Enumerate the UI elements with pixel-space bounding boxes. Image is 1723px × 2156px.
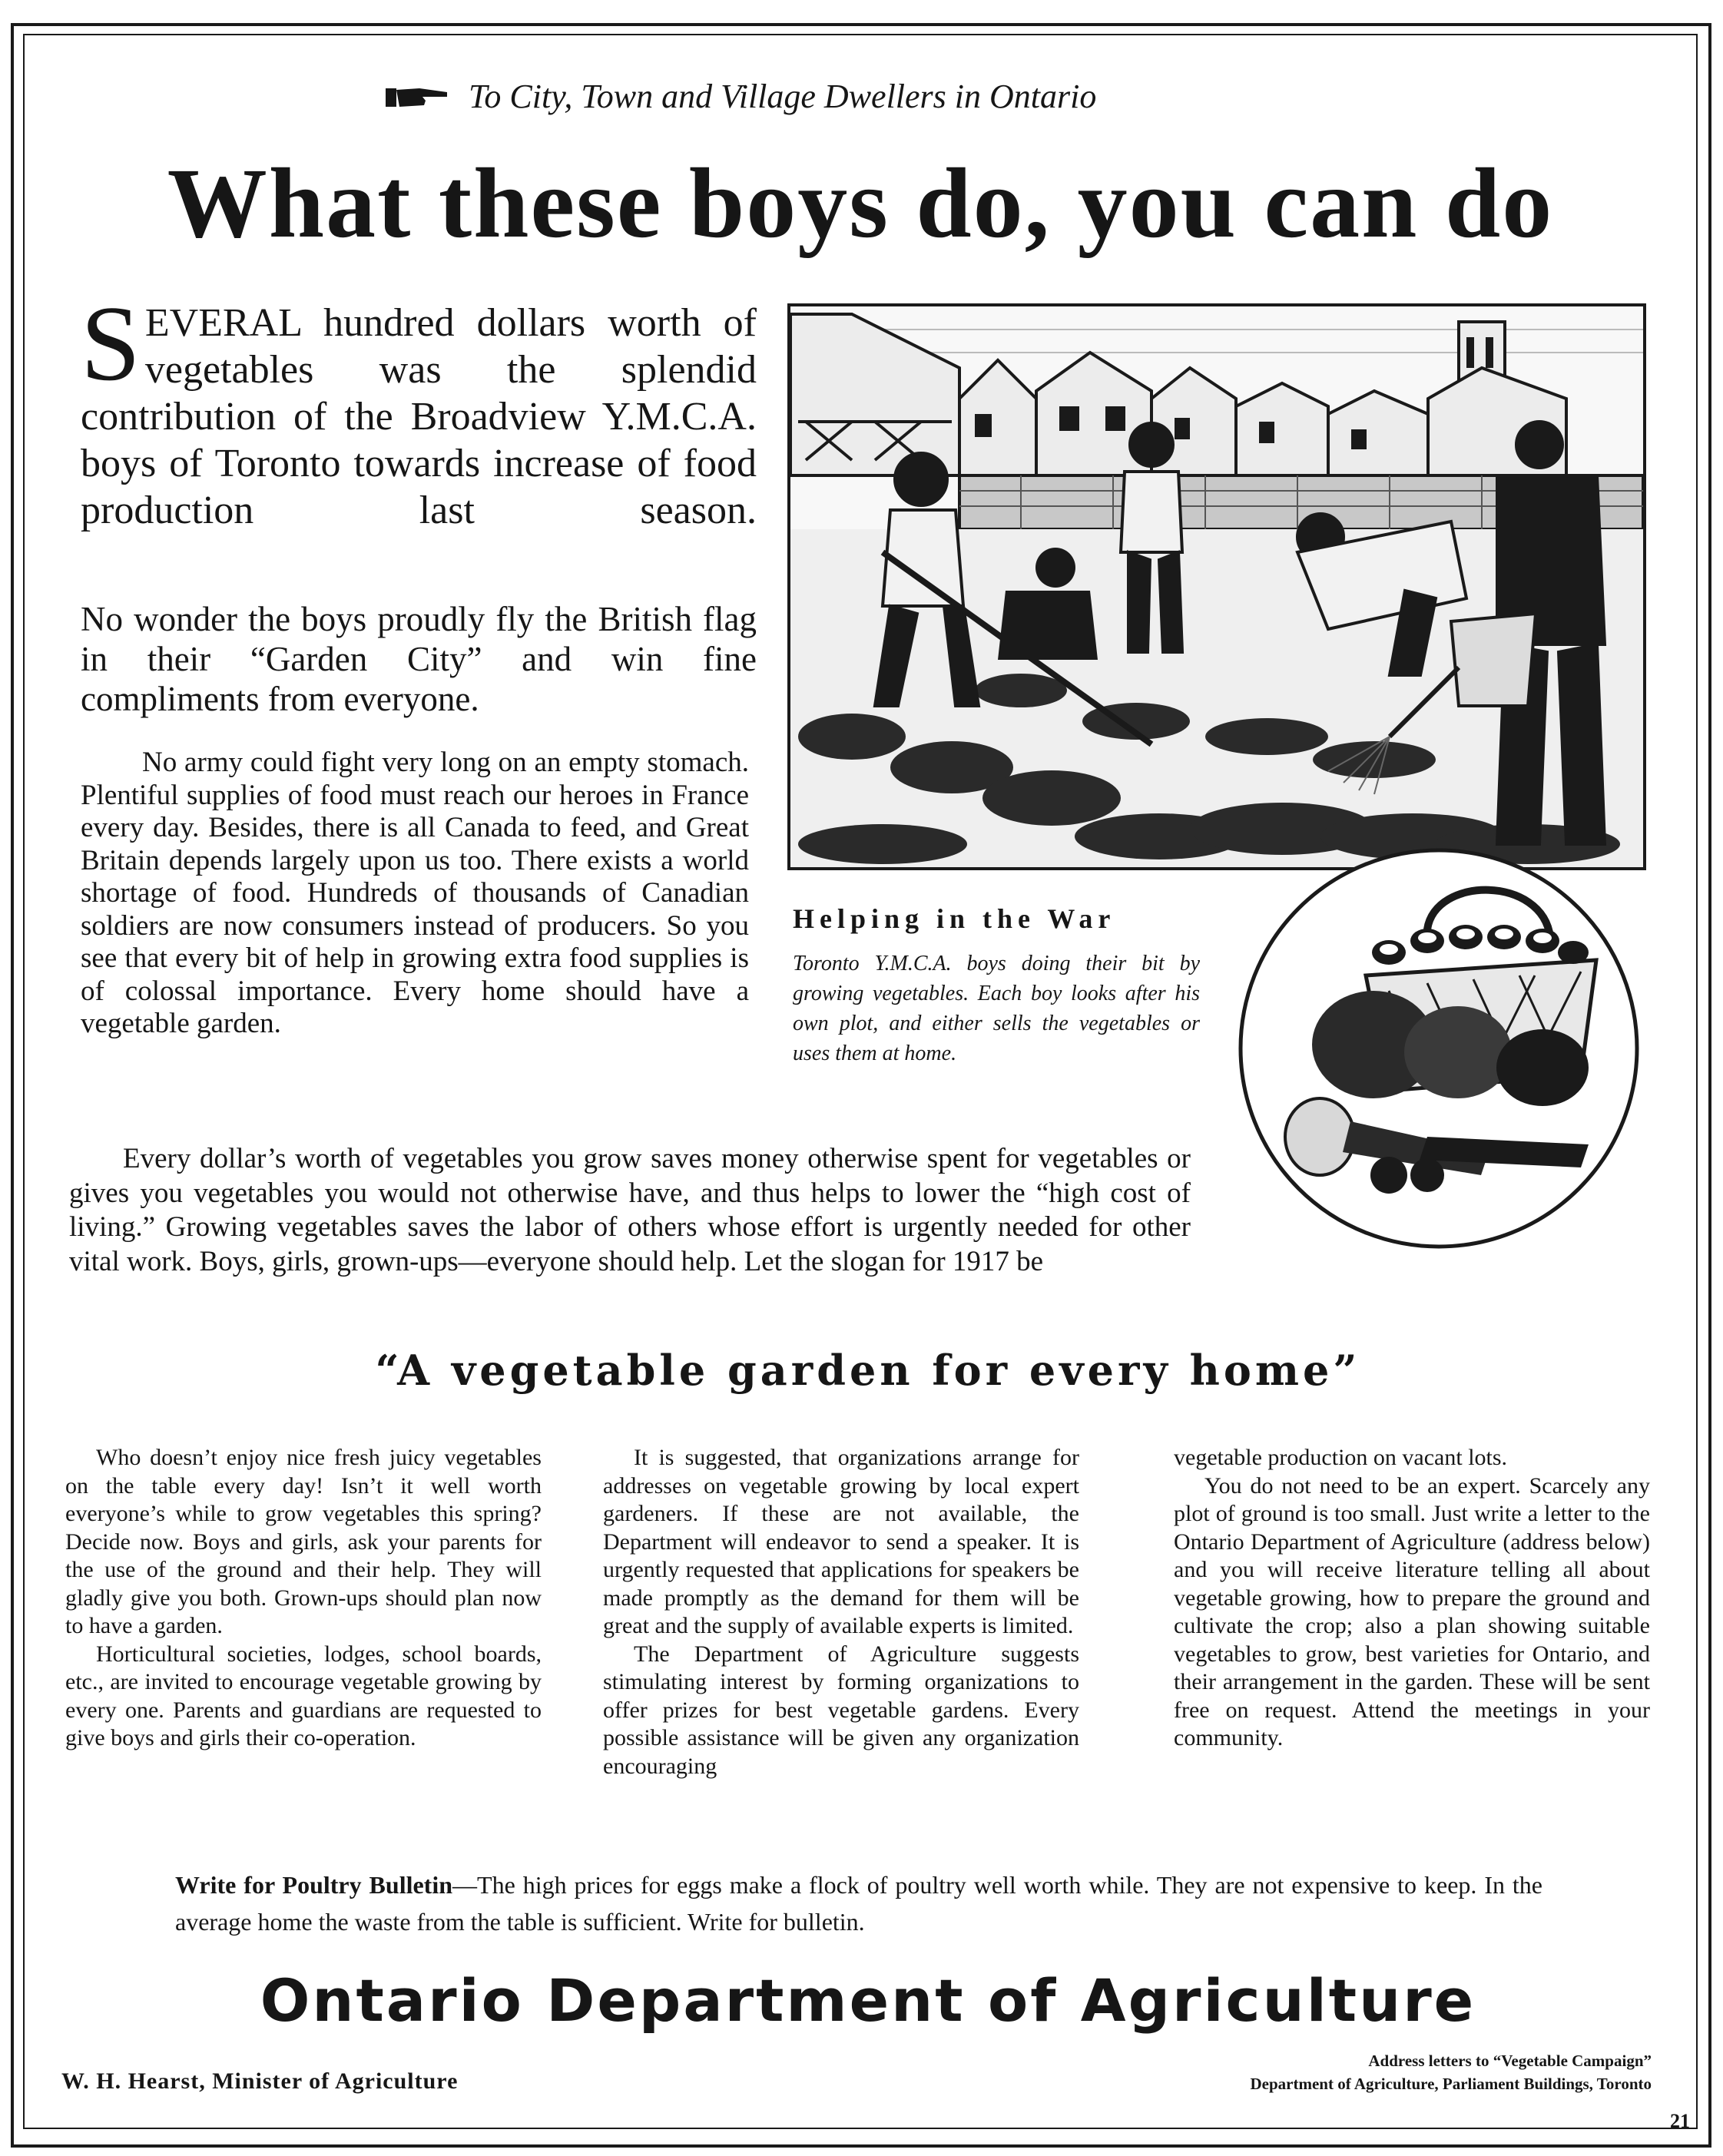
body-paragraph-2 <box>69 1142 1191 1279</box>
body-paragraph-2-text: Every dollar’s worth of vegetables you grow saves money otherwise spent for vegetables or gives you vegetables you would not otherwise have, and thus helps to lower the “high cost of living.” Growing vegetables saves the labor of others whose effort is urgently needed for other vital work. Boys, girls, grown-ups—everyone should help. Let the slogan for 1917 be <box>69 1143 1191 1277</box>
footer-title: Ontario Department of Agriculture <box>260 1966 1476 2035</box>
vegetable-basket-illustration <box>1235 845 1642 1252</box>
column-2 <box>603 1444 1079 1780</box>
column-2-paragraph-1: It is suggested, that organizations arrange for addresses on vegetable growing by local expert gardeners. If these are not available, the Department will endeavor to send a speaker. It is urgently requested that applications for speakers be made promptly as the demand for them will be great and the supply of available experts is limited. <box>603 1445 1079 1638</box>
column-1-paragraph-1: Who doesn’t enjoy nice fresh juicy vegetables on the table every day! Isn’t it well worth everyone’s while to grow vegetables this spring? Decide now. Boys and girls, ask your parents for the use of the ground and their help. They will gladly give you both. Grown-ups should plan now to have a garden. <box>65 1445 542 1638</box>
slogan: “A vegetable garden for every home” <box>375 1346 1361 1395</box>
minister-credit: W. H. Hearst, Minister of Agriculture <box>61 2068 459 2094</box>
topline-text: To City, Town and Village Dwellers in Ontario <box>469 78 1097 115</box>
column-1 <box>65 1444 542 1753</box>
pointing-hand-icon <box>384 82 450 111</box>
poultry-label: Write for Poultry Bulletin <box>175 1871 453 1899</box>
column-3-paragraph-2: You do not need to be an expert. Scarcely any plot of ground is too small. Just write a letter to the Ontario Department of Agriculture (address below) and you will receive literature telling all about vegetable growing, how to prepare the ground and cultivate the crop; also a plan showing suitable vegetables to grow, best varieties for Ontario, and their arrangement in the garden. These will be sent free on request. Attend the meetings in your community. <box>1174 1472 1650 1750</box>
topline <box>384 77 1383 116</box>
illustration-caption-title: Helping in the War <box>793 903 1116 934</box>
garden-illustration <box>787 303 1646 870</box>
address-line-2: Department of Agriculture, Parliament Buildings, Toronto <box>1250 2075 1652 2093</box>
column-2-paragraph-2: The Department of Agriculture suggests stimulating interest by forming organizations to offer prizes for best vegetable gardens. Every possible assistance will be given any organization encouraging <box>603 1641 1079 1779</box>
boys-gardening-drawing <box>790 306 1643 867</box>
body-paragraph-1 <box>81 747 749 1041</box>
lead-text: EVERAL hundred dollars worth of vegetables was the splendid contribution of the Broadview Y.M.C.A. boys of Toronto towards increase of food production last season. <box>81 301 757 532</box>
illustration-caption-text: Toronto Y.M.C.A. boys doing their bit by growing vegetables. Each boy looks after his own plot, and either sells the vegetables or uses them at home. <box>793 952 1200 1065</box>
lead-rest: No wonder the boys proudly fly the British flag in their “Garden City” and win fine compliments from everyone. <box>81 600 757 718</box>
poultry-text: —The high prices for eggs make a flock of poultry well worth while. They are not expensive to keep. In the average home the waste from the table is sufficient. Write for bulletin. <box>175 1871 1543 1936</box>
headline: What these boys do, you can do <box>167 148 1554 259</box>
column-3-paragraph-1: vegetable production on vacant lots. <box>1174 1445 1508 1470</box>
drop-cap: S <box>81 284 141 403</box>
column-3 <box>1174 1444 1650 1753</box>
poultry-notice <box>175 1866 1542 1940</box>
body-paragraph-1-text: No army could fight very long on an empty stomach. Plentiful supplies of food must reach our heroes in France every day. Besides, there is all Canada to feed, and Great Britain depends largely upon us too. There exists a world shortage of food. Hundreds of thousands of Canadian soldiers are now consumers instead of producers. So you see that every bit of help in growing extra food supplies is of colossal importance. Every home should have a vegetable garden. <box>81 747 749 1039</box>
column-1-paragraph-2: Horticultural societies, lodges, school boards, etc., are invited to encourage vegetable growing by every one. Parents and guardians are requested to give boys and girls their co-operation. <box>65 1641 542 1750</box>
address-block <box>983 2049 1652 2095</box>
address-line-1: Address letters to “Vegetable Campaign” <box>1368 2052 1652 2070</box>
page-number: 21 <box>1670 2110 1690 2132</box>
lead-paragraph <box>81 284 757 534</box>
